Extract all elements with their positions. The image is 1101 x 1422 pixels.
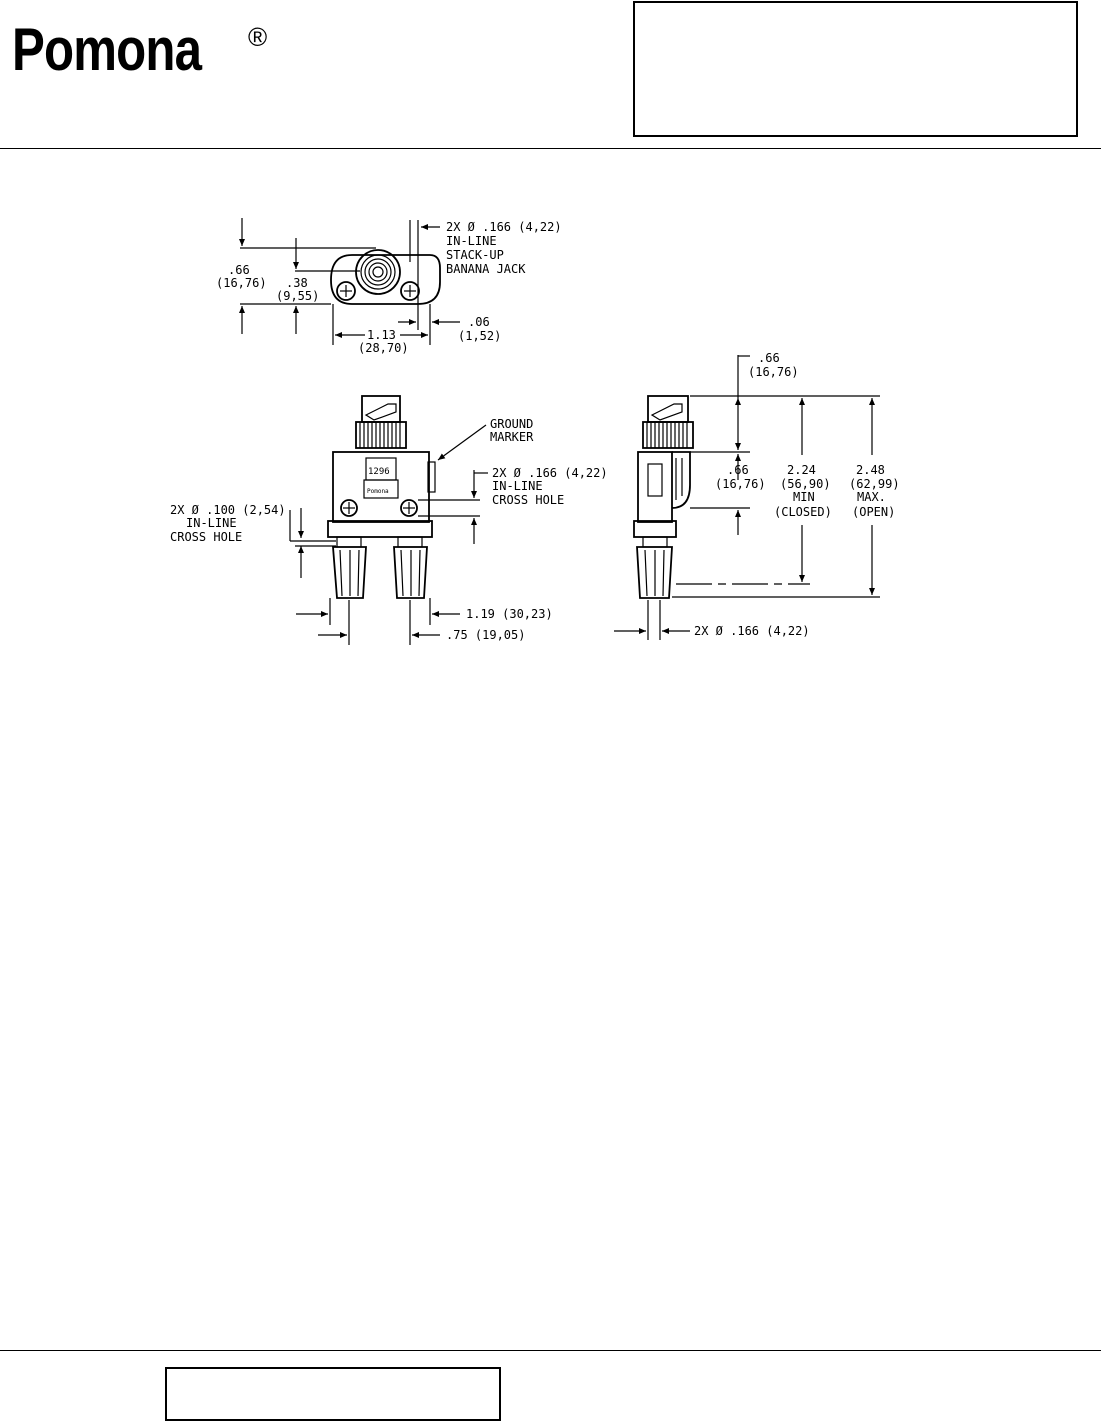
side-view bbox=[614, 351, 900, 640]
cross-hole-small-line-3: CROSS HOLE bbox=[170, 530, 243, 544]
open-dim-inch: 2.48 bbox=[856, 463, 885, 477]
open-dim-mm: (62,99) bbox=[849, 477, 900, 491]
side-diameter-dim: 2X Ø .166 (4,22) bbox=[694, 624, 810, 638]
pomona-logo: Pomona bbox=[12, 16, 202, 83]
cross-hole-small-line-2: IN-LINE bbox=[186, 516, 237, 530]
height-dim-mm: (16,76) bbox=[216, 276, 267, 290]
registered-mark: ® bbox=[248, 22, 268, 52]
body-label-brand: Pomona bbox=[367, 488, 389, 495]
front-view bbox=[170, 396, 608, 645]
cross-hole-large-line-2: IN-LINE bbox=[492, 479, 543, 493]
side-top-dim-mm: (16,76) bbox=[748, 365, 799, 379]
jack-callout-line-4: BANANA JACK bbox=[446, 262, 526, 276]
edge-dim-mm: (1,52) bbox=[458, 329, 502, 343]
closed-dim-state: (CLOSED) bbox=[774, 505, 832, 519]
cross-hole-large-line-3: CROSS HOLE bbox=[492, 493, 565, 507]
body-label-model: 1296 bbox=[368, 467, 390, 477]
jack-callout-line-1: 2X Ø .166 (4,22) bbox=[446, 220, 562, 234]
side-mid-dim-mm: (16,76) bbox=[715, 477, 766, 491]
width-dim-inch: 1.13 bbox=[367, 328, 396, 342]
side-top-dim-inch: .66 bbox=[758, 351, 780, 365]
overall-width-dim: 1.19 (30,23) bbox=[466, 607, 553, 621]
cross-hole-large-line-1: 2X Ø .166 (4,22) bbox=[492, 466, 608, 480]
ground-marker-line-2: MARKER bbox=[490, 430, 534, 444]
jack-spacing-dim: .75 (19,05) bbox=[446, 628, 526, 642]
cross-hole-small-line-1: 2X Ø .100 (2,54) bbox=[170, 503, 286, 517]
closed-dim-mm: (56,90) bbox=[780, 477, 831, 491]
jack-callout-line-2: IN-LINE bbox=[446, 234, 497, 248]
jack-callout-line-3: STACK-UP bbox=[446, 248, 504, 262]
top-view bbox=[216, 218, 562, 355]
width-dim-mm: (28,70) bbox=[358, 341, 409, 355]
open-dim-state: (OPEN) bbox=[852, 505, 896, 519]
closed-dim-min: MIN bbox=[793, 490, 815, 504]
offset-dim-mm: (9,55) bbox=[276, 289, 320, 303]
side-mid-dim-inch: .66 bbox=[727, 463, 749, 477]
closed-dim-inch: 2.24 bbox=[787, 463, 816, 477]
height-dim-inch: .66 bbox=[228, 263, 250, 277]
ground-marker-line-1: GROUND bbox=[490, 417, 534, 431]
open-dim-max: MAX. bbox=[857, 490, 886, 504]
offset-dim-inch: .38 bbox=[286, 276, 308, 290]
edge-dim-inch: .06 bbox=[468, 315, 490, 329]
